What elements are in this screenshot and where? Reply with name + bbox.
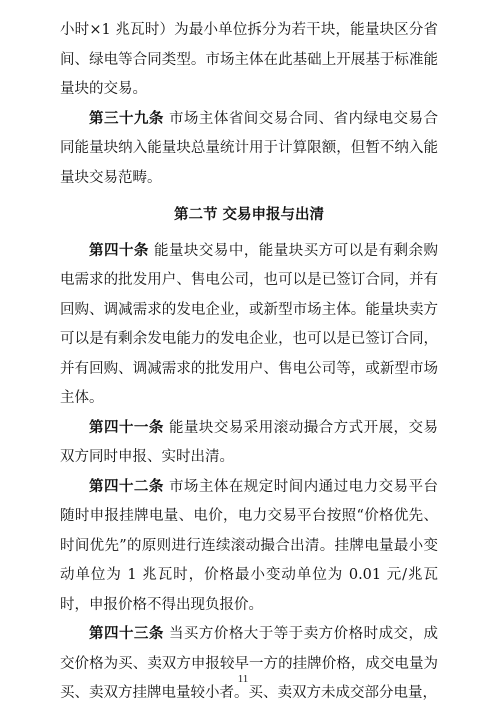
paragraph-text: 市场主体在规定时间内通过电力交易平台随时申报挂牌电量、电价，电力交易平台按照“价格优先、时间优先”的原则进行连续滚动撮合出清。挂牌电量最小变动单位为 1 兆瓦时，价格最小变动单位为 0.01 元/兆瓦时，申报价格不得出现负报价。 <box>60 478 439 613</box>
document-body <box>60 16 438 709</box>
page-number: 11 <box>237 673 249 685</box>
article-number: 第四十一条 <box>89 419 164 436</box>
article-number: 第四十二条 <box>89 478 164 495</box>
paragraph-article-41 <box>60 414 438 473</box>
paragraph-text: 能量块交易中，能量块买方可以是有剩余购电需求的批发用户、售电公司，也可以是已签订合同，并有回购、调减需求的发电企业，或新型市场主体。能量块卖方可以是有剩余发电能力的发电企业，也可以是已签订合同，并有回购、调减需求的批发用户、售电公司等，或新型市场主体。 <box>60 242 439 406</box>
paragraph-text: 能量块交易采用滚动撮合方式开展，交易双方同时申报、实时出清。 <box>60 419 439 465</box>
paragraph-article-42 <box>60 473 438 621</box>
paragraph-article-39 <box>60 105 438 194</box>
paragraph-text: 当买方价格大于等于卖方价格时成交，成交价格为买、卖双方申报较早一方的挂牌价格，成交电量为买、卖双方挂牌电量较小者。买、卖双方未成交部分电量， <box>60 626 439 701</box>
article-number: 第三十九条 <box>89 110 164 127</box>
paragraph-text: 市场主体省间交易合同、省内绿电交易合同能量块纳入能量块总量统计用于计算限额，但暂不纳入能量块交易范畴。 <box>60 110 439 186</box>
section-heading: 第二节 交易申报与出清 <box>173 207 325 223</box>
article-number: 第四十条 <box>89 242 149 259</box>
paragraph-text: 小时×1 兆瓦时）为最小单位拆分为若干块，能量块区分省间、绿电等合同类型。市场主体在此基础上开展基于标准能量块的交易。 <box>60 22 438 97</box>
paragraph-continuation <box>60 16 438 105</box>
paragraph-article-43 <box>60 620 438 709</box>
article-number: 第四十三条 <box>89 626 164 642</box>
paragraph-article-40 <box>60 237 438 414</box>
